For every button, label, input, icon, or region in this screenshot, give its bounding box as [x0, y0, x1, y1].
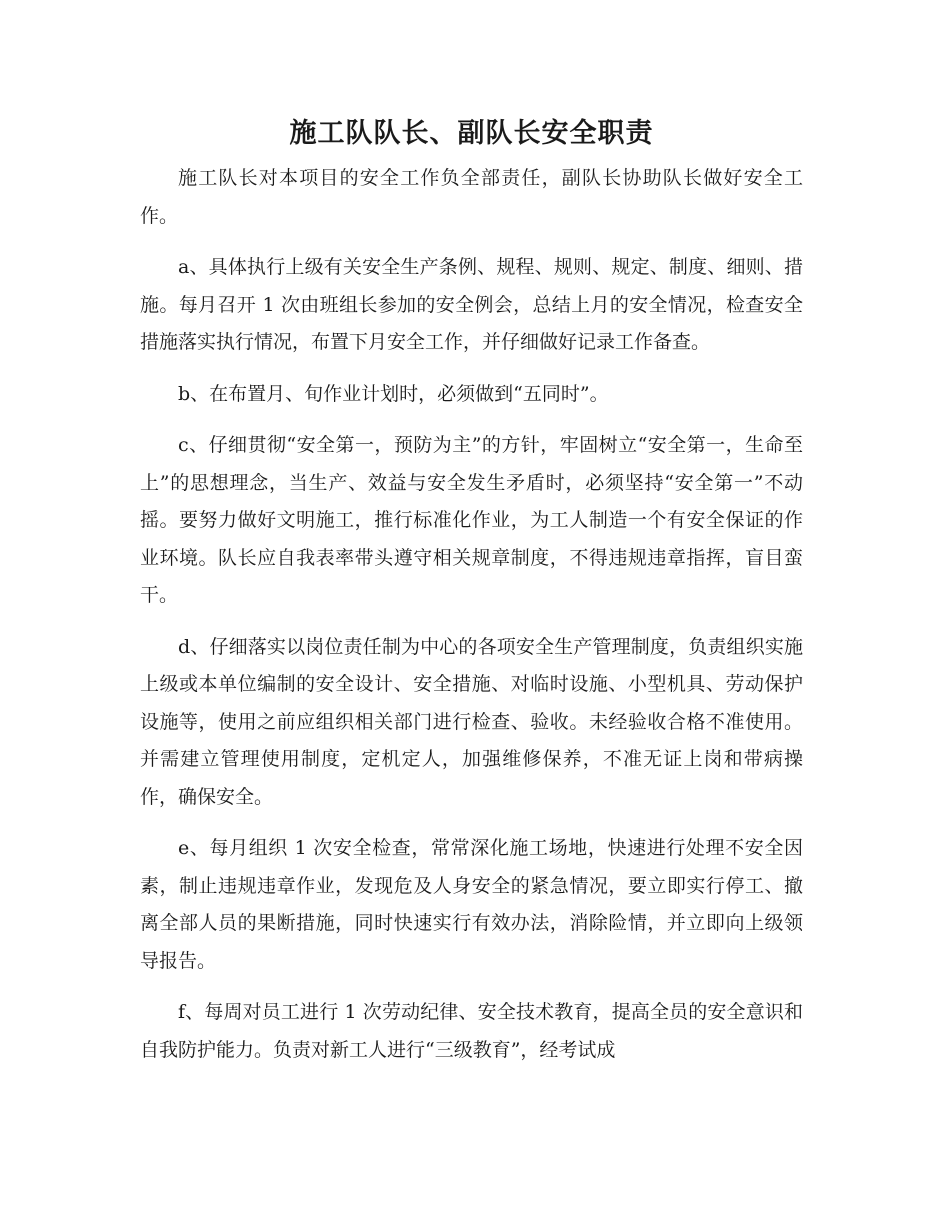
paragraph-b: b、在布置月、旬作业计划时，必须做到“五同时”。 [178, 382, 609, 405]
paragraph-d: d、仔细落实以岗位责任制为中心的各项安全生产管理制度，负责组织实施上级或本单位编制的安全设计、安全措施、对临时设施、小型机具、劳动保护设施等，使用之前应组织相关部门进行检查、验收。未经验收合格不准使用。并需建立管理使用制度，定机定人，加强维修保养，不准无证上岗和带病操作，确保安全。 [140, 635, 803, 808]
paragraph-f: f、每周对员工进行 1 次劳动纪律、安全技术教育，提高全员的安全意识和自我防护能力。负责对新工人进行“三级教育”，经考试成 [140, 1001, 803, 1061]
paragraph-intro: 施工队长对本项目的安全工作负全部责任，副队长协助队长做好安全工作。 [140, 167, 803, 227]
paragraph-a: a、具体执行上级有关安全生产条例、规程、规则、规定、制度、细则、措施。每月召开 1 次由班组长参加的安全例会，总结上月的安全情况，检查安全措施落实执行情况，布置下月安全工作，并仔细做好记录工作备查。 [140, 256, 803, 353]
paragraph-c: c、仔细贯彻“安全第一，预防为主”的方针，牢固树立“安全第一，生命至上”的思想理念，当生产、效益与安全发生矛盾时，必须坚持“安全第一”不动摇。要努力做好文明施工，推行标准化作业，为工人制造一个有安全保证的作业环境。队长应自我表率带头遵守相关规章制度，不得违规违章指挥，盲目蛮干。 [140, 434, 803, 606]
document-title: 施工队队长、副队长安全职责 [289, 118, 654, 149]
document-page [140, 108, 803, 1083]
paragraph-e: e、每月组织 1 次安全检查，常常深化施工场地，快速进行处理不安全因素，制止违规违章作业，发现危及人身安全的紧急情况，要立即实行停工、撤离全部人员的果断措施，同时快速实行有效办法，消除险情，并立即向上级领导报告。 [140, 837, 803, 972]
